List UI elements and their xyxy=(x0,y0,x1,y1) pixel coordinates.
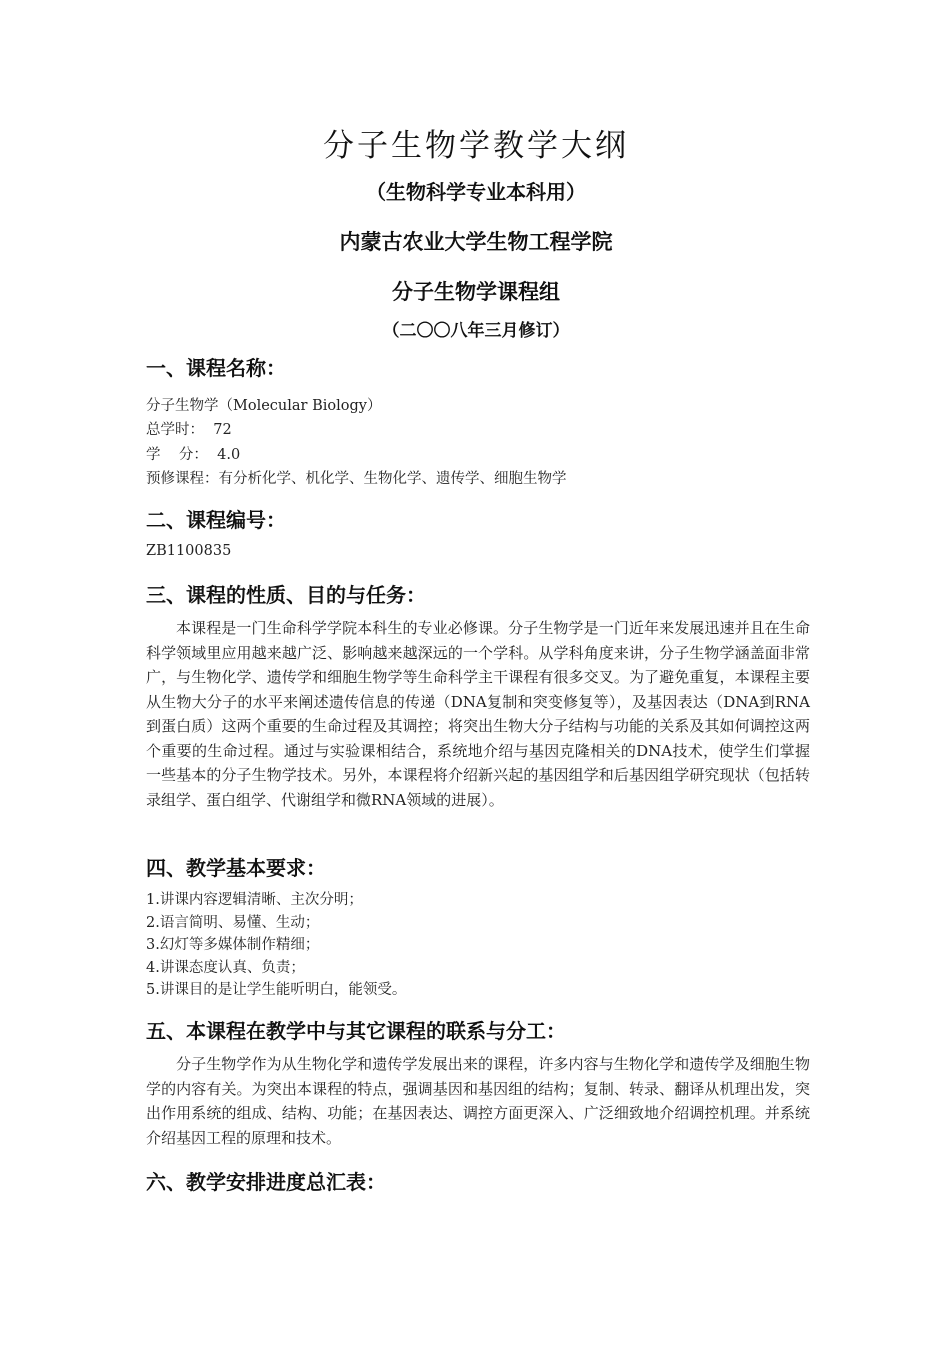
document-title: 分子生物学教学大纲 xyxy=(323,128,629,164)
list-item: 3.幻灯等多媒体制作精细； xyxy=(146,937,320,953)
course-code-value: ZB1100835 xyxy=(146,543,232,559)
relations-paragraph: 分子生物学作为从生物化学和遗传学发展出来的课程，许多内容与生物化学和遗传学及细胞生物学的内容有关。为突出本课程的特点，强调基因和基因组的结构；复制、转录、翻译从机理出发，突出作用系统的组成、结构、功能；在基因表达、调控方面更深入、广泛细致地介绍调控机理。并系统介绍基因工程的原理和技术。 xyxy=(146,1055,810,1147)
list-item: 5.讲课目的是让学生能听明白，能领受。 xyxy=(146,982,407,998)
section-heading-nature: 三、课程的性质、目的与任务： xyxy=(146,583,426,607)
course-name-value: 分子生物学（Molecular Biology） xyxy=(146,398,382,414)
requirements-list xyxy=(146,889,406,1002)
institution-name: 内蒙古农业大学生物工程学院 xyxy=(339,230,613,254)
revision-date: （二〇〇八年三月修订） xyxy=(382,321,570,341)
credits: 学 分： 4.0 xyxy=(146,447,241,463)
course-group: 分子生物学课程组 xyxy=(392,280,560,304)
section-heading-schedule: 六、教学安排进度总汇表： xyxy=(146,1170,386,1194)
total-hours: 总学时： 72 xyxy=(146,422,232,438)
list-item: 1.讲课内容逻辑清晰、主次分明； xyxy=(146,892,363,908)
nature-paragraph: 本课程是一门生命科学学院本科生的专业必修课。分子生物学是一门近年来发展迅速并且在生命科学领域里应用越来越广泛、影响越来越深远的一个学科。从学科角度来讲，分子生物学涵盖面非常广，与生物化学、遗传学和细胞生物学等生命科学主干课程有很多交叉。为了避免重复，本课程主要从生物大分子的水平来阐述遗传信息的传递（DNA复制和突变修复等），及基因表达（DNA到RNA到蛋白质）这两个重要的生命过程及其调控；将突出生物大分子结构与功能的关系及其如何调控这两个重要的生命过程。通过与实验课相结合，系统地介绍与基因克隆相关的DNA技术，使学生们掌握一些基本的分子生物学技术。另外，本课程将介绍新兴起的基因组学和后基因组学研究现状（包括转录组学、蛋白组学、代谢组学和微RNA领域的进展）。 xyxy=(146,619,810,809)
section-heading-relations: 五、本课程在教学中与其它课程的联系与分工： xyxy=(146,1019,566,1043)
list-item: 4.讲课态度认真、负责； xyxy=(146,959,305,976)
list-item: 2.语言简明、易懂、生动； xyxy=(146,914,320,931)
prerequisites: 预修课程：有分析化学、机化学、生物化学、遗传学、细胞生物学 xyxy=(146,471,567,487)
section-heading-requirements: 四、教学基本要求： xyxy=(146,856,326,880)
document-subtitle: （生物科学专业本科用） xyxy=(366,180,586,204)
section-heading-course-code: 二、课程编号： xyxy=(146,508,286,532)
section-heading-course-name: 一、课程名称： xyxy=(146,356,286,380)
